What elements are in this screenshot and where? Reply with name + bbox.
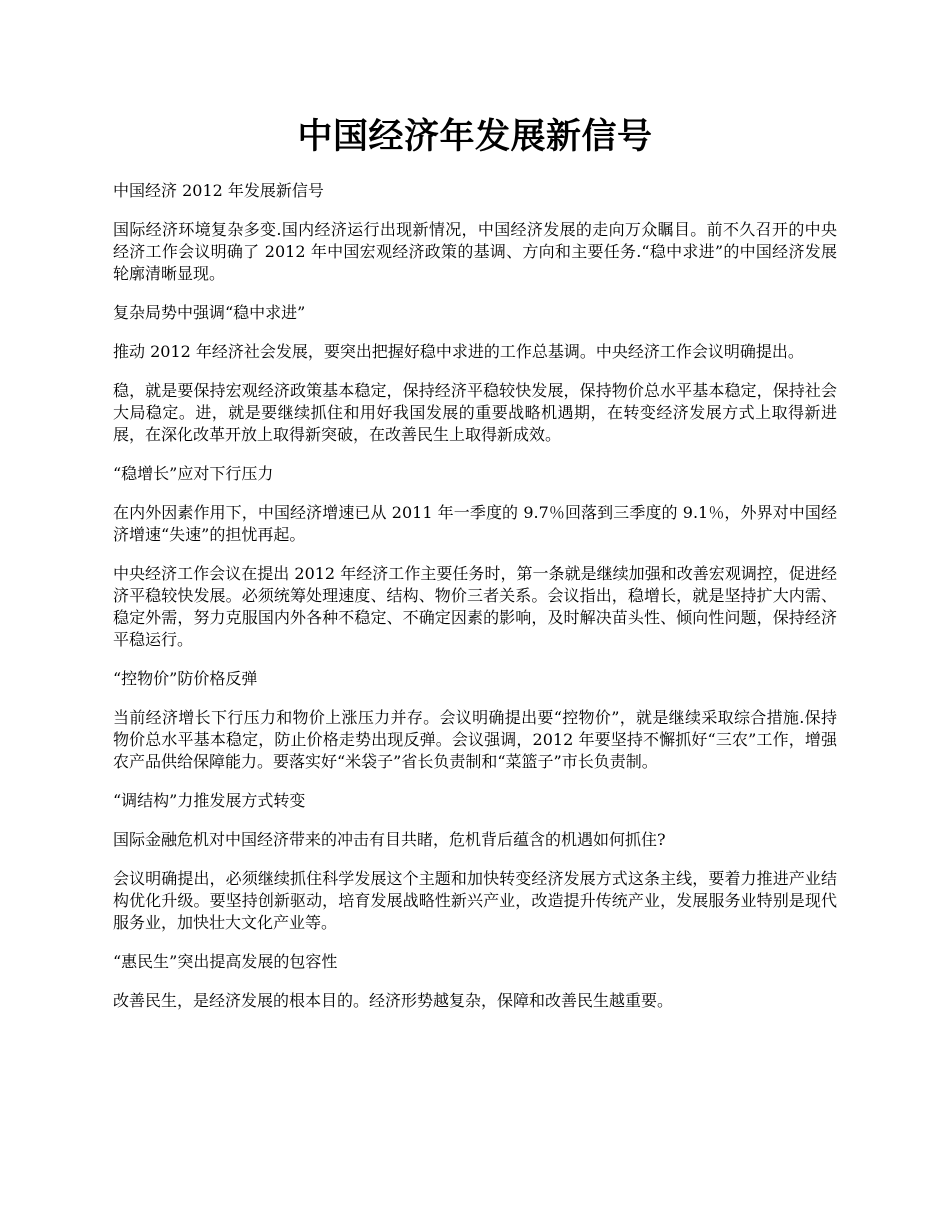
subtitle-paragraph: 中国经济 2012 年发展新信号	[113, 181, 324, 200]
body-paragraph: 稳，就是要保持宏观经济政策基本稳定，保持经济平稳较快发展，保持物价总水平基本稳定，保持社会大局稳定。进，就是要继续抓住和用好我国发展的重要战略机遇期，在转变经济发展方式上取得新进展，在深化改革开放上取得新突破，在改善民生上取得新成效。	[113, 381, 837, 444]
section-heading-huiminsheng: “惠民生”突出提高发展的包容性	[113, 952, 338, 971]
body-paragraph: 国际金融危机对中国经济带来的冲击有目共睹，危机背后蕴含的机遇如何抓住?	[113, 830, 666, 849]
body-paragraph: 会议明确提出，必须继续抓住科学发展这个主题和加快转变经济发展方式这条主线，要着力推进产业结构优化升级。要坚持创新驱动，培育发展战略性新兴产业，改造提升传统产业，发展服务业特别是现代服务业，加快壮大文化产业等。	[113, 869, 837, 932]
section-heading-tiaojiegou: “调结构”力推发展方式转变	[113, 791, 306, 810]
body-paragraph: 推动 2012 年经济社会发展，要突出把握好稳中求进的工作总基调。中央经济工作会议明确提出。	[113, 342, 804, 361]
body-paragraph: 改善民生，是经济发展的根本目的。经济形势越复杂，保障和改善民生越重要。	[113, 991, 674, 1010]
body-paragraph: 当前经济增长下行压力和物价上涨压力并存。会议明确提出要“控物价”，就是继续采取综合措施.保持物价总水平基本稳定，防止价格走势出现反弹。会议强调，2012 年要坚持不懈抓好“三农”工作，增强农产品供给保障能力。要落实好“米袋子”省长负责制和“菜篮子”市长负责制。	[113, 708, 837, 771]
document-page	[113, 0, 837, 1012]
section-heading-kongwujia: “控物价”防价格反弹	[113, 669, 258, 688]
body-paragraph: 在内外因素作用下，中国经济增速已从 2011 年一季度的 9.7％回落到三季度的 9.1％，外界对中国经济增速“失速”的担忧再起。	[113, 503, 837, 544]
section-heading-wenzhong: 复杂局势中强调“稳中求进”	[113, 303, 306, 322]
document-title: 中国经济年发展新信号	[297, 116, 653, 157]
body-paragraph: 中央经济工作会议在提出 2012 年经济工作主要任务时，第一条就是继续加强和改善宏观调控，促进经济平稳较快发展。必须统筹处理速度、结构、物价三者关系。会议指出，稳增长，就是坚持扩大内需、稳定外需，努力克服国内外各种不稳定、不确定因素的影响，及时解决苗头性、倾向性问题，保持经济平稳运行。	[113, 564, 837, 649]
intro-paragraph: 国际经济环境复杂多变.国内经济运行出现新情况，中国经济发展的走向万众瞩目。前不久召开的中央经济工作会议明确了 2012 年中国宏观经济政策的基调、方向和主要任务.“稳中求进”的中国经济发展轮廓清晰显现。	[113, 220, 837, 283]
section-heading-wenzengzhang: “稳增长”应对下行压力	[113, 464, 274, 483]
